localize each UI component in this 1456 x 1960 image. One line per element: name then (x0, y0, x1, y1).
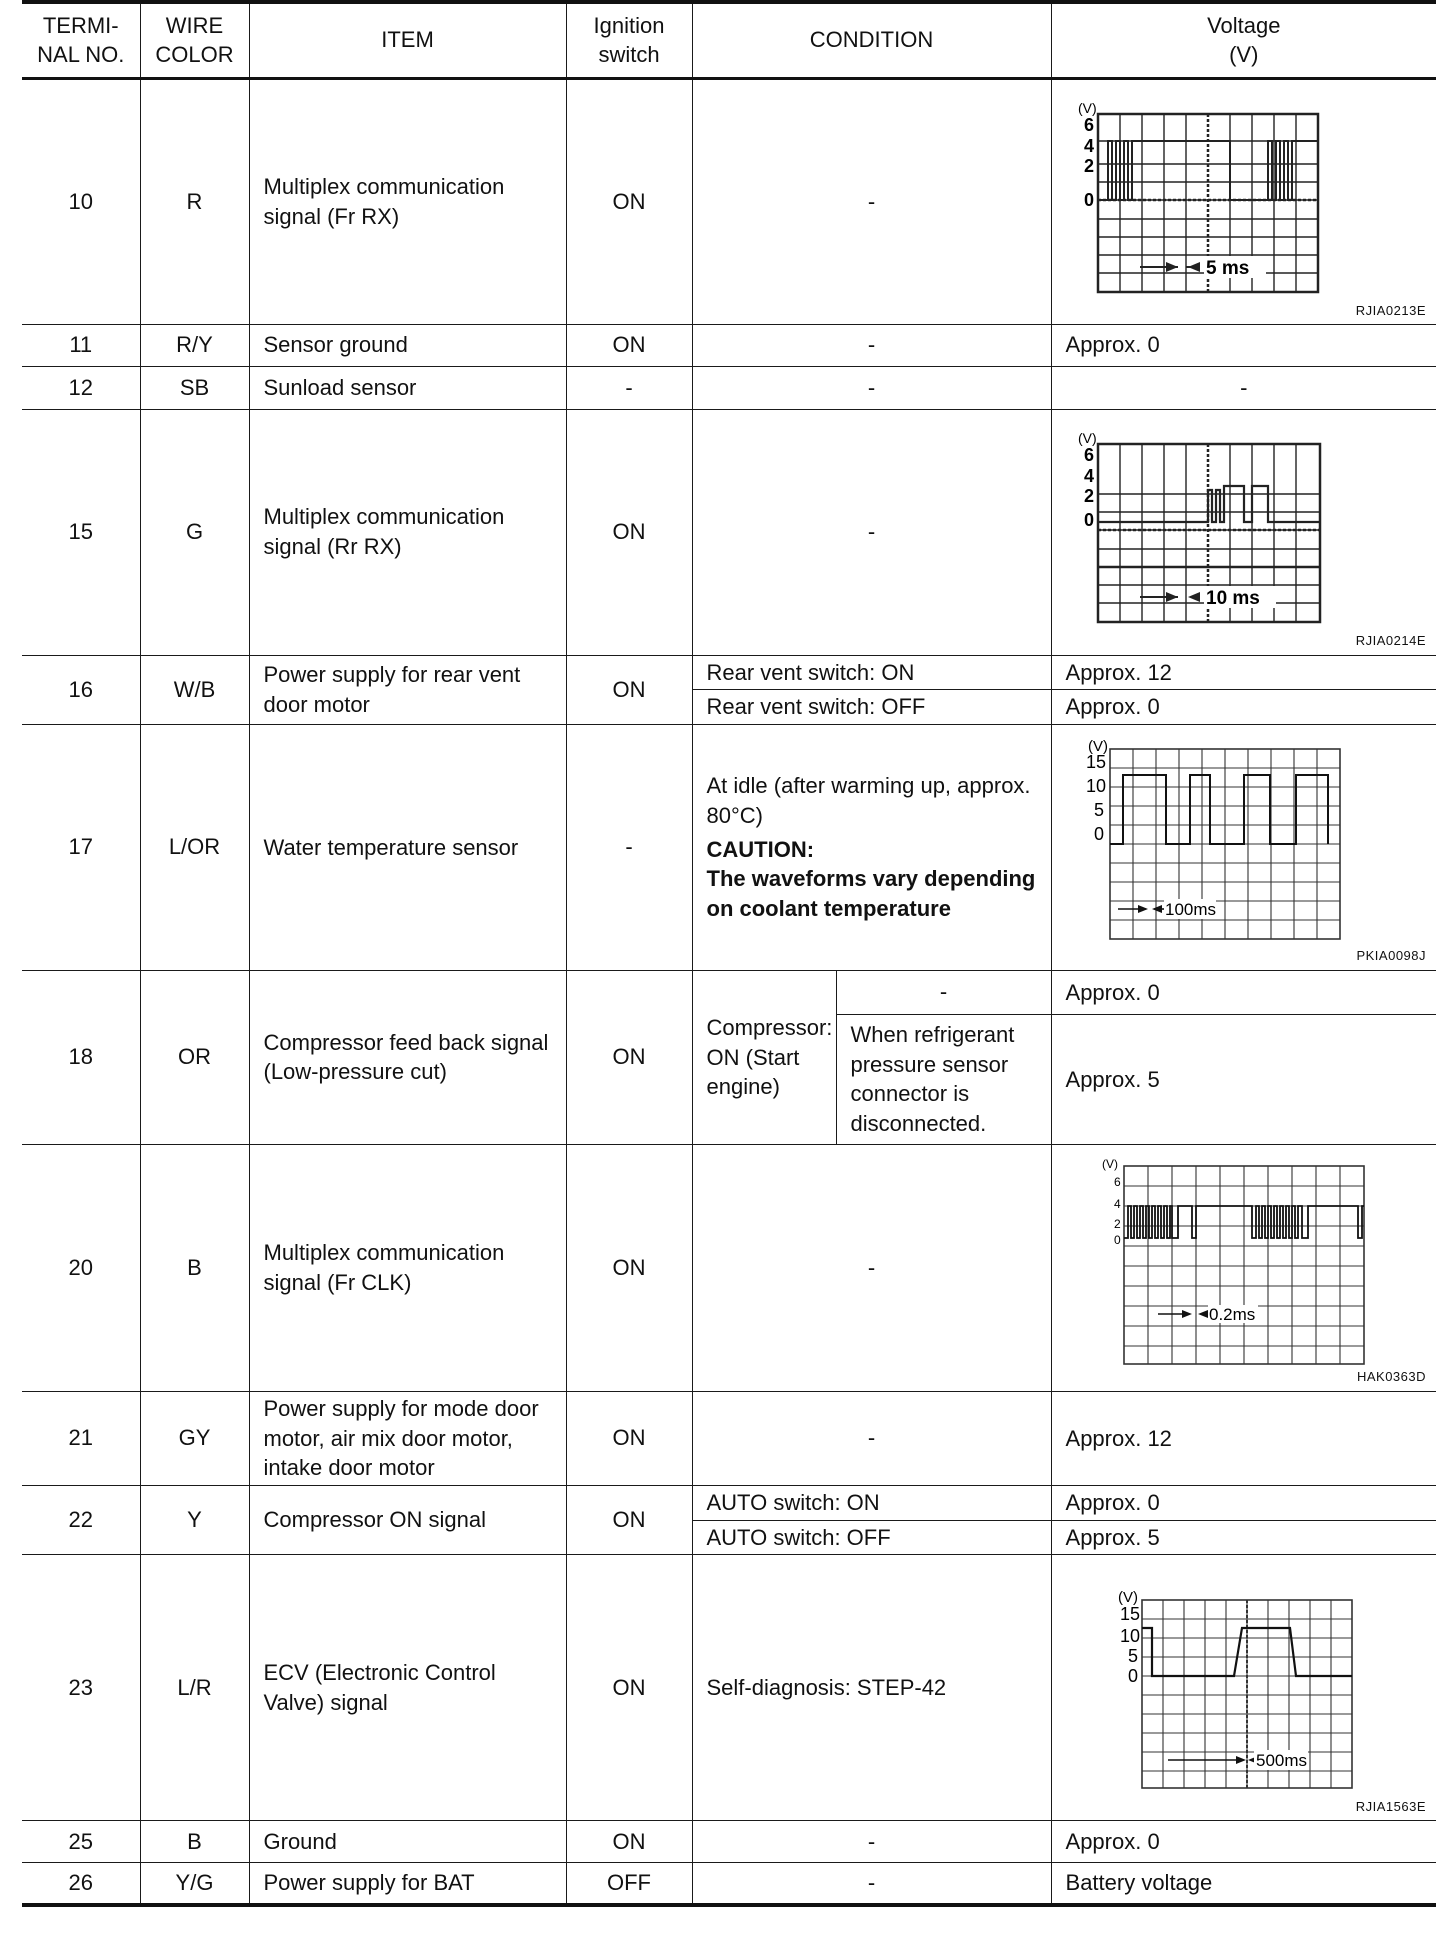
voltage: Approx. 5 (1051, 1014, 1436, 1144)
voltage: Approx. 0 (1051, 1485, 1436, 1520)
ignition-switch: ON (566, 1485, 692, 1554)
condition: Rear vent switch: ON (692, 655, 1051, 690)
wave-time-label: 100ms (1164, 900, 1216, 920)
terminal-no: 15 (22, 409, 140, 655)
wave-unit-label: (V) (1101, 1156, 1118, 1171)
terminal-no: 25 (22, 1821, 140, 1863)
ignition-switch: ON (566, 78, 692, 324)
figure-code: RJIA0213E (1355, 302, 1427, 318)
item: Water temperature sensor (249, 724, 566, 970)
wire-color: B (140, 1144, 249, 1391)
wave-unit-label: (V) (1077, 99, 1097, 116)
item: Sunload sensor (249, 366, 566, 409)
voltage-waveform-cell (1051, 1555, 1436, 1821)
ignition-switch: ON (566, 1391, 692, 1485)
table-row (22, 655, 1436, 690)
table-row (22, 324, 1436, 366)
ignition-switch: ON (566, 970, 692, 1144)
item: Sensor ground (249, 324, 566, 366)
wave-tick: 15 (1119, 1603, 1140, 1624)
item: Power supply for BAT (249, 1863, 566, 1905)
item: Power supply for rear vent door motor (249, 655, 566, 724)
item: Multiplex communication signal (Fr RX) (249, 78, 566, 324)
terminal-no: 11 (22, 324, 140, 366)
table-row (22, 1555, 1436, 1821)
wave-unit-label: (V) (1077, 430, 1097, 446)
voltage: Approx. 0 (1051, 324, 1436, 366)
wire-color: R/Y (140, 324, 249, 366)
terminal-no: 23 (22, 1555, 140, 1821)
voltage: - (1051, 366, 1436, 409)
ignition-switch: - (566, 724, 692, 970)
wave-tick: 0 (1127, 1665, 1138, 1686)
voltage-waveform-cell (1051, 1144, 1436, 1391)
terminal-no: 12 (22, 366, 140, 409)
table-row (22, 409, 1436, 655)
wave-tick: 4 (1083, 135, 1094, 156)
header-condition: CONDITION (692, 2, 1051, 78)
table-row (22, 1863, 1436, 1905)
condition-main: Compressor: ON (Start engine) (692, 970, 836, 1144)
figure-code: RJIA1563E (1355, 1798, 1427, 1814)
wave-tick: 2 (1083, 155, 1094, 176)
condition: - (692, 78, 1051, 324)
ignition-switch: ON (566, 409, 692, 655)
waveform-rx-fr (1058, 84, 1430, 320)
wave-tick: 0 (1113, 1232, 1121, 1247)
waveform-rx-rr (1058, 414, 1430, 650)
figure-code: HAK0363D (1356, 1368, 1427, 1384)
voltage: Approx. 0 (1051, 1821, 1436, 1863)
terminal-no: 22 (22, 1485, 140, 1554)
wave-tick: 5 (1127, 1645, 1138, 1666)
voltage: Approx. 0 (1051, 970, 1436, 1014)
condition-sub: - (836, 970, 1051, 1014)
voltage-waveform-cell (1051, 78, 1436, 324)
item: Ground (249, 1821, 566, 1863)
wire-color: OR (140, 970, 249, 1144)
wave-tick: 0 (1083, 189, 1094, 210)
terminal-no: 17 (22, 724, 140, 970)
wave-time-label: 5 ms (1205, 257, 1249, 279)
wire-color: B (140, 1821, 249, 1863)
ignition-switch: ON (566, 655, 692, 724)
terminal-no: 18 (22, 970, 140, 1144)
wire-color: SB (140, 366, 249, 409)
wave-time-label: 10 ms (1205, 588, 1260, 609)
waveform-water-temp (1058, 729, 1430, 965)
condition: - (692, 409, 1051, 655)
ignition-switch: ON (566, 1555, 692, 1821)
wire-color: W/B (140, 655, 249, 724)
terminal-no: 20 (22, 1144, 140, 1391)
item: Multiplex communication signal (Rr RX) (249, 409, 566, 655)
wave-unit-label: (V) (1117, 1588, 1138, 1606)
item: Compressor ON signal (249, 1485, 566, 1554)
condition-text: At idle (after warming up, approx. 80°C) (706, 773, 1031, 828)
caution-title: CAUTION: (706, 836, 815, 862)
item: Multiplex communication signal (Fr CLK) (249, 1144, 566, 1391)
condition: AUTO switch: OFF (692, 1520, 1051, 1555)
wave-tick: 2 (1083, 486, 1094, 506)
wave-tick: 0 (1093, 824, 1104, 845)
wave-tick: 6 (1083, 445, 1094, 465)
condition: Self-diagnosis: STEP-42 (692, 1555, 1051, 1821)
wire-color: R (140, 78, 249, 324)
wave-time-label: 0.2ms (1208, 1304, 1255, 1324)
wire-color: L/OR (140, 724, 249, 970)
table-row (22, 1485, 1436, 1520)
condition: - (692, 366, 1051, 409)
header-ignition-switch: Ignition switch (566, 2, 692, 78)
wave-tick: 0 (1083, 510, 1094, 530)
table-row (22, 78, 1436, 324)
wave-unit-label: (V) (1087, 738, 1108, 756)
voltage: Approx. 5 (1051, 1520, 1436, 1555)
condition: - (692, 1144, 1051, 1391)
wire-color: Y (140, 1485, 249, 1554)
condition: - (692, 1391, 1051, 1485)
wave-tick: 10 (1085, 776, 1106, 797)
ignition-switch: ON (566, 324, 692, 366)
ignition-switch: - (566, 366, 692, 409)
terminal-no: 10 (22, 78, 140, 324)
wave-tick: 6 (1113, 1174, 1121, 1189)
wave-tick: 6 (1083, 114, 1094, 135)
ignition-switch: ON (566, 1144, 692, 1391)
wave-time-label: 500ms (1255, 1750, 1307, 1770)
figure-code: RJIA0214E (1355, 633, 1427, 648)
header-row (22, 2, 1436, 78)
terminal-no: 16 (22, 655, 140, 724)
item: ECV (Electronic Control Valve) signal (249, 1555, 566, 1821)
figure-code: PKIA0098J (1356, 948, 1427, 964)
header-item: ITEM (249, 2, 566, 78)
table-row (22, 366, 1436, 409)
voltage: Approx. 12 (1051, 1391, 1436, 1485)
wire-color: Y/G (140, 1863, 249, 1905)
header-voltage: Voltage (V) (1051, 2, 1436, 78)
condition: - (692, 1863, 1051, 1905)
condition-sub: When refrigerant pressure sensor connector is disconnected. (836, 1014, 1051, 1144)
condition: - (692, 1821, 1051, 1863)
wave-tick: 10 (1119, 1625, 1140, 1646)
wave-tick: 4 (1113, 1196, 1121, 1211)
terminal-spec-table (22, 0, 1436, 1907)
waveform-ecv (1058, 1560, 1430, 1816)
waveform-clk-fr (1058, 1150, 1430, 1386)
wave-tick: 5 (1093, 800, 1104, 821)
voltage: Battery voltage (1051, 1863, 1436, 1905)
wave-tick: 15 (1085, 752, 1106, 773)
item: Compressor feed back signal (Low-pressure cut) (249, 970, 566, 1144)
table-row (22, 1821, 1436, 1863)
wave-tick: 4 (1083, 466, 1094, 486)
item: Power supply for mode door motor, air mix door motor, intake door motor (249, 1391, 566, 1485)
condition: - (692, 324, 1051, 366)
voltage-waveform-cell (1051, 409, 1436, 655)
terminal-no: 26 (22, 1863, 140, 1905)
voltage: Approx. 0 (1051, 690, 1436, 725)
ignition-switch: OFF (566, 1863, 692, 1905)
condition (692, 724, 1051, 970)
table-row (22, 724, 1436, 970)
wire-color: L/R (140, 1555, 249, 1821)
wire-color: GY (140, 1391, 249, 1485)
wave-tick: 2 (1113, 1216, 1121, 1231)
condition: AUTO switch: ON (692, 1485, 1051, 1520)
wire-color: G (140, 409, 249, 655)
header-terminal: TERMI- NAL NO. (22, 2, 140, 78)
table-row (22, 970, 1436, 1014)
caution-text: The waveforms vary depending on coolant temperature (706, 866, 1036, 921)
table-row (22, 1144, 1436, 1391)
voltage: Approx. 12 (1051, 655, 1436, 690)
table-row (22, 1391, 1436, 1485)
condition: Rear vent switch: OFF (692, 690, 1051, 725)
voltage-waveform-cell (1051, 724, 1436, 970)
ignition-switch: ON (566, 1821, 692, 1863)
header-wire-color: WIRE COLOR (140, 2, 249, 78)
terminal-no: 21 (22, 1391, 140, 1485)
